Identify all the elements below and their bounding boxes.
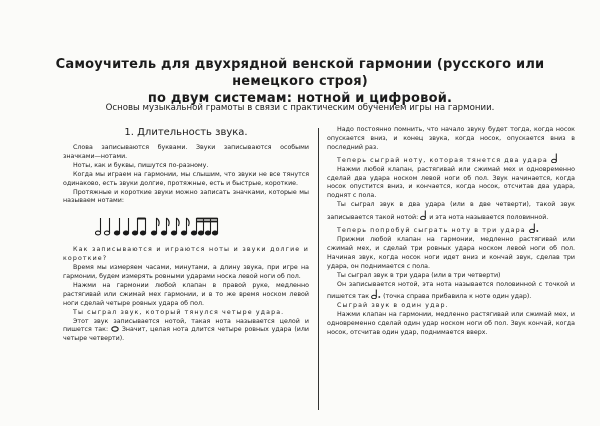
paragraph: Слова записываются буквами. Звуки записываются особыми значками—нотами. bbox=[63, 144, 309, 160]
paragraph: Прижми любой клапан на гармонии, медленно растягивай или сжимай мех, и сделай три ровных удара носком левой ноги об пол. Начиная звук, когда носок ноги идет вниз и кончай звук, сделав три удара, он поднимается с пола. bbox=[327, 235, 575, 270]
paragraph bbox=[327, 281, 575, 303]
dotted-half-note-icon bbox=[529, 223, 539, 233]
paragraph bbox=[327, 223, 575, 236]
paragraph bbox=[327, 153, 575, 166]
paragraph: Сыграй звук в один удар. bbox=[337, 302, 449, 310]
paragraph: Время мы измеряем часами, минутами, а длину звука, при игре на гармонии, будем измерять ровными ударами носка левой ноги об пол. bbox=[63, 264, 309, 280]
eighth-note-glyph bbox=[181, 218, 189, 235]
paragraph: Ты сыграл звук в три удара (или в три четверти) bbox=[337, 271, 501, 279]
paragraph: Надо постоянно помнить, что начало звуку будет тогда, когда носок опускается вниз, и конец звука, когда носок, опускается вниз в последний раз. bbox=[327, 126, 575, 151]
left-column bbox=[63, 126, 309, 344]
paragraph-text: Ты сыграл звук в два удара (или в две четверти), такой звук записывается такой нотой: bbox=[327, 201, 575, 222]
paragraph: Нажми клапан на гармонии, медленно растягивай или сжимай мех, и одновременно сделай один удар носком ноги об пол. Звук кончай, когда носок, отсчитав один удар, поднимается вверх. bbox=[327, 311, 575, 337]
paragraph-text: Теперь попробуй сыграть ноту в три удара bbox=[337, 227, 526, 235]
half-note-glyph bbox=[104, 218, 109, 235]
whole-note-icon bbox=[111, 326, 119, 332]
eighth-note-glyph bbox=[161, 218, 169, 235]
title-line-2: по двум системам: нотной и цифровой. bbox=[147, 91, 453, 106]
paragraph bbox=[63, 318, 309, 345]
paragraph: Как записываются и играются ноты и звуки долгие и короткие? bbox=[63, 246, 309, 263]
title-line-1: Самоучитель для двухрядной венской гармонии (русского или немецкого строя) bbox=[55, 57, 545, 89]
quarter-note-glyph bbox=[114, 218, 119, 235]
quarter-note-glyph bbox=[123, 218, 128, 235]
eighth-note-glyph bbox=[171, 218, 179, 235]
paragraph: Ты сыграл звук, который тянулся четыре удара. bbox=[73, 308, 285, 316]
paragraph-text: Теперь сыграй ноту, которая тянется два удара bbox=[337, 156, 548, 164]
paragraph-text: и эта нота называется половинной. bbox=[429, 214, 549, 222]
page-subtitle: Основы музыкальной грамоты в связи с практическим обучением игры на гармонии. bbox=[105, 103, 495, 113]
column-divider bbox=[318, 128, 319, 410]
paragraph: Когда мы играем на гармонии, мы слышим, что звуки не все тянутся одинаково, есть звуки долгие, протяжные, есть и быстрые, короткие. bbox=[63, 170, 309, 187]
paragraph bbox=[327, 201, 575, 223]
beamed-sixteenth-notes-glyph bbox=[191, 218, 217, 235]
note-values-illustration bbox=[95, 212, 225, 238]
paragraph-text: Этот звук записывается нотой, такая нота называется целой и пишется так: bbox=[63, 317, 309, 334]
beamed-eighth-notes-glyph bbox=[132, 218, 145, 235]
paragraph-text: Значит, целая нота длится четыре ровных удара (или четыре четверти). bbox=[63, 326, 309, 343]
paragraph-text: Он записывается нотой, эта нота называется половинной с точкой и пишется так bbox=[327, 280, 575, 301]
dotted-half-note-icon bbox=[371, 289, 381, 299]
paragraph: Протяжные и короткие звуки можно записать значками, которые мы называем нотами: bbox=[63, 188, 309, 205]
half-note-glyph bbox=[95, 218, 100, 235]
eighth-note-glyph bbox=[151, 218, 159, 235]
half-note-icon bbox=[420, 210, 427, 220]
paragraph: Нажми на гармонии любой клапан в правой руке, медленно растягивай или сжимай мех гармонии, и в то же время носком левой ноги сделай четыре ровных удара об пол. bbox=[63, 281, 309, 307]
section-title: 1. Длительность звука. bbox=[124, 127, 248, 138]
right-column bbox=[327, 126, 575, 338]
half-note-icon bbox=[551, 153, 558, 163]
page-title bbox=[20, 56, 580, 107]
paragraph-text: (точка справа прибавила к ноте один удар). bbox=[383, 293, 532, 301]
paragraph: Нажми любой клапан, растягивай или сжимай мех и одновременно сделай два удара носком левой ноги об пол. Звук начинается, когда носок опустится вниз, и кончается, когда носок, отсчитав два удара, поднят с пола. bbox=[327, 165, 575, 200]
paragraph: Ноты, как и буквы, пишутся по-разному. bbox=[73, 161, 209, 169]
